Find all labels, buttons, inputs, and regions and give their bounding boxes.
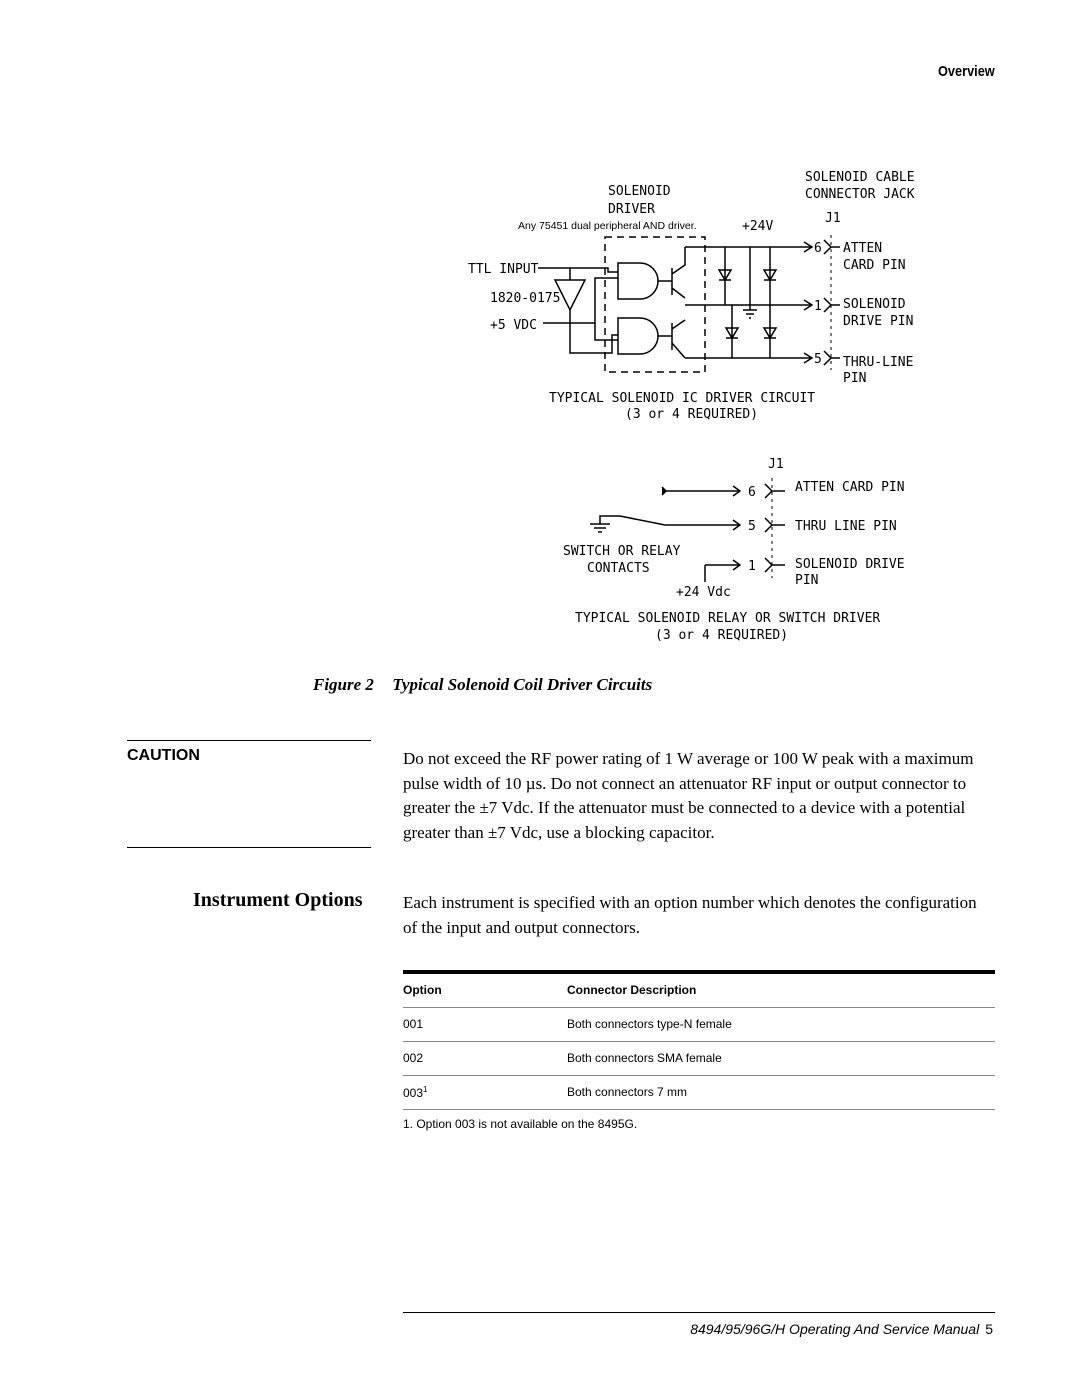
svg-text:5: 5 [748,519,756,534]
cell-option: $003^1$ [403,1085,428,1100]
cell-description: Both connectors type-N female [567,1017,732,1031]
figure-title: Typical Solenoid Coil Driver Circuits [392,675,653,694]
svg-text:TYPICAL SOLENOID IC DRIVER CIR: TYPICAL SOLENOID IC DRIVER CIRCUIT [549,391,816,406]
svg-text:SOLENOID: SOLENOID [608,184,671,199]
svg-text:J1: J1 [825,211,841,226]
solenoid-driver-diagram [440,160,960,650]
svg-text:DRIVE PIN: DRIVE PIN [843,314,914,329]
caution-bottom-rule [127,847,371,848]
svg-text:CARD PIN: CARD PIN [843,258,906,273]
section-body: Each instrument is specified with an option number which denotes the configuration of the input and output connectors. [403,893,977,937]
header-description: Connector Description [567,983,697,997]
svg-text:J1: J1 [768,457,784,472]
manual-title: 8494/95/96G/H Operating And Service Manual [690,1321,980,1337]
footer-rule [403,1312,995,1313]
footnote-marker: 1 [423,1085,428,1094]
svg-text:CONTACTS: CONTACTS [587,561,650,576]
svg-text:ATTEN: ATTEN [843,241,883,256]
section-header: Overview [938,63,995,80]
svg-text:TYPICAL SOLENOID RELAY OR SWIT: TYPICAL SOLENOID RELAY OR SWITCH DRIVER [575,611,881,626]
svg-text:PIN: PIN [795,573,819,588]
svg-text:+24 Vdc: +24 Vdc [676,585,731,600]
caution-top-rule [127,740,371,741]
cell-description: Both connectors 7 mm [567,1085,688,1099]
svg-text:Any 75451 dual peripheral AND: Any 75451 dual peripheral AND driver. [518,220,697,232]
bottom-circuit-labels [563,457,905,643]
table-footnote: 1. Option 003 is not available on the 8495G. [403,1117,638,1131]
figure-number: Figure 2 [313,675,374,694]
svg-text:PIN: PIN [843,371,867,386]
cell-description: Both connectors SMA female [567,1051,722,1065]
table-row [403,1008,995,1042]
top-circuit-lines [538,235,840,372]
svg-text:ATTEN CARD PIN: ATTEN CARD PIN [795,480,905,495]
options-table [403,970,995,1110]
top-circuit-labels [468,170,915,422]
table-header-row [403,974,995,1008]
table-row [403,1076,995,1110]
caution-label: CAUTION [127,747,200,764]
svg-text:1: 1 [748,559,756,574]
svg-text:(3 or 4 REQUIRED): (3 or 4 REQUIRED) [655,628,789,643]
svg-text:+5 VDC: +5 VDC [490,318,537,333]
figure-caption [313,675,652,695]
svg-text:THRU LINE PIN: THRU LINE PIN [795,519,897,534]
svg-text:TTL INPUT: TTL INPUT [468,262,539,277]
table-row [403,1042,995,1076]
page-footer [690,1321,993,1337]
svg-text:6: 6 [748,485,756,500]
caution-text: Do not exceed the RF power rating of 1 W average or 100 W peak with a maximum pulse width of 10 µs. Do not connect an attenuator RF input or output connector to greater the ±7 Vdc. If the attenuator must be connected to a device with a potential greater than ±7 Vdc, use a blocking capacitor. [403,749,974,842]
svg-text:+24V: +24V [742,219,774,234]
svg-text:DRIVER: DRIVER [608,202,655,217]
cell-option: 001 [403,1017,424,1031]
svg-text:SOLENOID CABLE: SOLENOID CABLE [805,170,915,185]
svg-text:CONNECTOR JACK: CONNECTOR JACK [805,187,915,202]
header-option: Option [403,983,442,997]
svg-text:SOLENOID DRIVE: SOLENOID DRIVE [795,557,905,572]
svg-text:THRU-LINE: THRU-LINE [843,355,914,370]
section-heading: Instrument Options [193,889,363,911]
svg-text:SWITCH OR RELAY: SWITCH OR RELAY [563,544,681,559]
svg-text:SOLENOID: SOLENOID [843,297,906,312]
svg-text:1820-0175: 1820-0175 [490,291,561,306]
svg-text:(3 or 4 REQUIRED): (3 or 4 REQUIRED) [625,407,759,422]
cell-option: 002 [403,1051,424,1065]
page-number: 5 [985,1321,993,1337]
svg-text:1: 1 [814,299,822,314]
svg-text:5: 5 [814,352,822,367]
svg-text:6: 6 [814,241,822,256]
